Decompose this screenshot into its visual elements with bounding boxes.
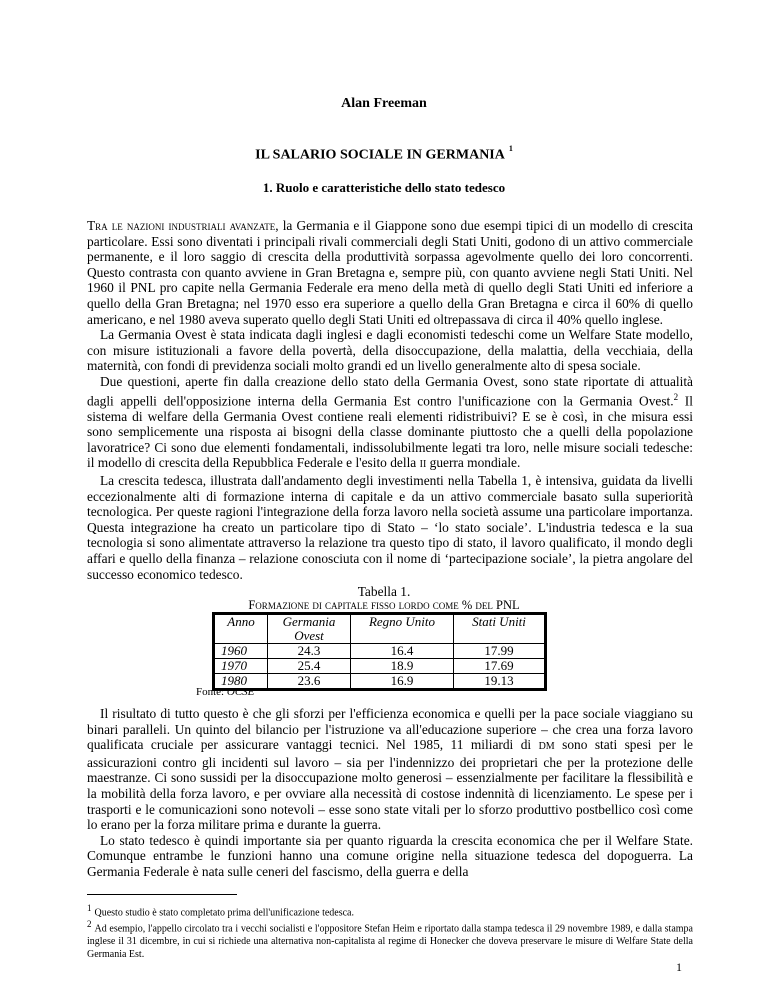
paragraph-5 [87,706,693,833]
currency-abbrev: DM [538,741,555,753]
header-stati-uniti: Stati Uniti [454,614,546,644]
paragraph-6: Lo stato tedesco è quindi importante sia per quanto riguarda la crescita economica che per il Welfare State. Comunque entrambe le funzioni hanno una comune origine nella situazione tedesca del dopoguerra. La Germania Federale è nata sulle ceneri del fascismo, della guerra e della [87,832,693,879]
cell-year: 1980 [214,674,268,690]
body-text-top [87,218,693,582]
cell-year: 1970 [214,659,268,674]
source-label: Fonte: [196,686,227,698]
paragraph-3-text-c: guerra mondiale. [426,455,521,471]
footnote-1 [87,902,693,919]
cell-value: 25.4 [268,659,351,674]
table-row [214,674,546,690]
footnote-text: Ad esempio, l'appello circolato tra i vecchi socialisti e l'oppositore Stefan Heim e riportato dalla stampa tedesca il 29 novembre 1989, e dalla stampa inglese il 31 dicembre, in cui si richiede una alternativa non-capitalista al regime di Honecker che doveva preservare le misure di Welfare State della Germania Est. [87,923,693,961]
table-label: Tabella 1. [357,584,411,599]
cell-value: 19.13 [454,674,546,690]
paragraph-3-text-b: Il sistema di welfare della Germania Ovest contiene reali elementi ridistribuivi? E se è così, in che misura essi sono semplicemente una risposta ai bisogni della classe dominante piuttosto che a quelli della popolazione lavoratrice? Ci sono due elementi fondamentali, indissolubilmente legati tra loro, nelle misure sociali tedesche: il modello di crescita della Repubblica Federale e l'esito della [87,393,693,471]
cell-value: 23.6 [268,674,351,690]
body-text-bottom [87,706,693,880]
paragraph-5-text-b: sono stati spesi per le assicurazioni contro gli incidenti sul lavoro – sia per l'indennizzo dei proprietari che per la protezione delle maestranze. Ci sono sussidi per la disoccupazione molto generosi – essenzialmente per facilitare la flessibilità e la mobilità della forza lavoro, e per ovviare alla necessità di costose indennità di licenziamento. Le spese per i trasporti e le comunicazioni sono notevoli – esse sono state vitali per lo sforzo produttivo postbellico così come lo erano per la forza militare prima e durante la guerra. [87,737,693,833]
document-title [0,146,768,164]
header-germania-ovest: Germania Ovest [268,614,351,644]
lead-in-small-caps: Tra le nazioni industriali avanzate [87,218,276,233]
table-row [214,659,546,674]
title-text: IL SALARIO SOCIALE IN GERMANIA [255,147,505,163]
paragraph-4: La crescita tedesca, illustrata dall'andamento degli investimenti nella Tabella 1, è intensiva, guidata da livelli eccezionalmente alti di formazione interna di capitale e da un attivo commerciale basato sulla superiorità tecnologica. Per queste ragioni l'integrazione della forza lavoro nella società assume una particolare importanza. Questa integrazione ha creato un particolare tipo di Stato – ‘lo stato sociale’. L'industria tedesca e la sua tecnologia si sono alimentate attraverso la relazione tra questo tipo di stato, il lavoro qualificato, il mondo degli affari e quello della finanza – relazione conosciuta con il nome di ‘partecipazione sociale’, la pietra angolare del successo economico tedesco. [87,472,693,582]
author-name: Alan Freeman [341,96,427,111]
footnote-number: 1 [87,903,92,913]
paragraph-1 [87,218,693,327]
data-table [212,612,547,691]
footnote-divider [87,894,237,895]
cell-value: 17.69 [454,659,546,674]
paragraph-3 [87,374,693,473]
source-value: OCSE [226,686,255,698]
section-heading: 1. Ruolo e caratteristiche dello stato tedesco [262,180,506,195]
footnote-ref-2[interactable]: 2 [673,391,679,402]
cell-value: 24.3 [268,644,351,659]
table-header-row [214,614,546,644]
page-number: 1 [676,960,682,974]
table-row [214,644,546,659]
cell-value: 16.9 [351,674,454,690]
footnote-2 [87,918,693,961]
cell-value: 18.9 [351,659,454,674]
paragraph-3-text-a: Due questioni, aperte fin dalla creazione dello stato della Germania Ovest, sono state riportate di attualità dagli appelli dell'opposizione interna della Germania Est contro l'unificazione con la Germania Ovest. [87,373,693,408]
cell-value: 17.99 [454,644,546,659]
roman-numeral: II [419,459,427,471]
header-anno: Anno [214,614,268,644]
paragraph-1-text: , la Germania e il Giappone sono due esempi tipici di un modello di crescita particolare. Essi sono diventati i principali rivali commerciali degli Stati Uniti, godono di un attivo commerciale permanente, e il loro saggio di crescita della produttività sorpassa agevolmente quello dei loro concorrenti. Questo contrasta con quanto avviene in Gran Bretagna e, sempre più, con quanto avviene negli Stati Uniti. Nel 1960 il PNL pro capite nella Germania Federale era meno della metà di quello degli Stati Uniti ed inferiore a quello della Gran Bretagna; nel 1970 esso era superiore a quello della Gran Bretagna e circa il 60% di quello americano, e nel 1980 aveva superato quello degli Stati Uniti ed oltrepassava di circa il 40% quello inglese. [87,218,693,327]
table-caption: Formazione di capitale fisso lordo come % del PNL [248,598,520,612]
table-source [196,686,254,698]
footnote-ref-1[interactable]: 1 [508,144,513,153]
header-regno-unito: Regno Unito [351,614,454,644]
footnote-text: Questo studio è stato completato prima dell'unificazione tedesca. [94,907,354,919]
footnote-number: 2 [87,919,92,929]
paragraph-2: La Germania Ovest è stata indicata dagli inglesi e dagli economisti tedeschi come un Welfare State modello, con misure istituzionali a favore della povertà, della disoccupazione, della malattia, della vecchiaia, della maternità, con fondi di previdenza sociali molto grandi ed un livello generalmente alto di spesa sociale. [87,327,693,374]
paragraph-5-text-a: Il risultato di tutto questo è che gli sforzi per l'efficienza economica e quelli per la pace sociale viaggiano su binari paralleli. Un quinto del bilancio per l'istruzione va all'educazione superiore – che crea una forza lavoro qualificata cruciale per assicurare vantaggi tecnici. Nel 1985, 11 miliardi di [87,706,693,753]
cell-year: 1960 [214,644,268,659]
cell-value: 16.4 [351,644,454,659]
